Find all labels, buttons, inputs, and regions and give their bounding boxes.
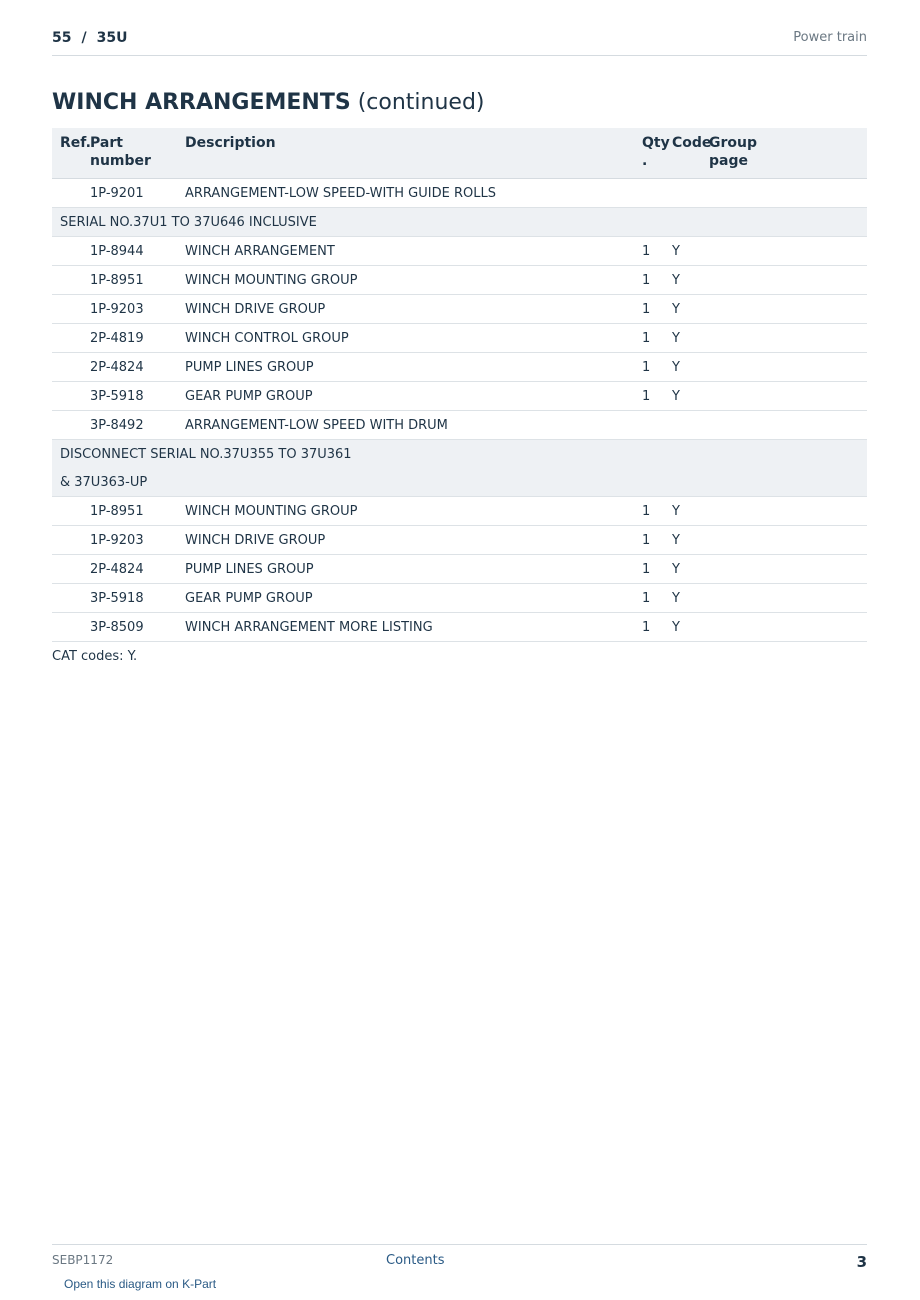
model-label: 35U	[96, 30, 128, 46]
table-row	[52, 497, 867, 526]
description-cell: WINCH ARRANGEMENT MORE LISTING	[177, 613, 634, 642]
table-row	[52, 526, 867, 555]
ref-cell	[52, 266, 82, 295]
group-page-cell	[701, 266, 867, 295]
part-number-cell: 3P-8492	[82, 411, 177, 440]
part-number-cell: 3P-5918	[82, 584, 177, 613]
table-header-row	[52, 128, 867, 179]
page-number-label: 55	[52, 30, 72, 46]
part-number-cell: 2P-4824	[82, 555, 177, 584]
group-page-cell	[701, 237, 867, 266]
section-label: Power train	[793, 30, 867, 45]
col-header-part-number: Part number	[82, 128, 177, 179]
serial-note-text: & 37U363-UP	[52, 468, 867, 497]
group-page-cell	[701, 411, 867, 440]
part-number-cell: 1P-8951	[82, 497, 177, 526]
table-row	[52, 555, 867, 584]
group-page-cell	[701, 555, 867, 584]
code-cell: Y	[664, 237, 701, 266]
qty-cell: 1	[634, 497, 664, 526]
description-cell: PUMP LINES GROUP	[177, 555, 634, 584]
qty-cell: 1	[634, 526, 664, 555]
ref-cell	[52, 237, 82, 266]
col-header-group-page: Group page	[701, 128, 867, 179]
code-cell: Y	[664, 382, 701, 411]
code-cell: Y	[664, 613, 701, 642]
qty-cell: 1	[634, 353, 664, 382]
description-cell: ARRANGEMENT-LOW SPEED-WITH GUIDE ROLLS	[177, 179, 634, 208]
page-title-main: WINCH ARRANGEMENTS	[52, 90, 351, 115]
group-page-cell	[701, 353, 867, 382]
ref-cell	[52, 411, 82, 440]
qty-cell: 1	[634, 324, 664, 353]
parts-table-body	[52, 179, 867, 642]
col-header-code: Code	[664, 128, 701, 179]
serial-note-text: SERIAL NO.37U1 TO 37U646 INCLUSIVE	[52, 208, 867, 237]
table-row	[52, 411, 867, 440]
table-row	[52, 266, 867, 295]
part-number-cell: 1P-9203	[82, 295, 177, 324]
ref-cell	[52, 526, 82, 555]
code-cell: Y	[664, 324, 701, 353]
group-page-cell	[701, 584, 867, 613]
table-row	[52, 613, 867, 642]
code-cell: Y	[664, 555, 701, 584]
qty-cell: 1	[634, 584, 664, 613]
table-row	[52, 382, 867, 411]
code-cell: Y	[664, 584, 701, 613]
code-cell	[664, 411, 701, 440]
qty-cell: 1	[634, 382, 664, 411]
qty-cell: 1	[634, 237, 664, 266]
ref-cell	[52, 295, 82, 324]
qty-cell	[634, 179, 664, 208]
group-page-cell	[701, 497, 867, 526]
description-cell: ARRANGEMENT-LOW SPEED WITH DRUM	[177, 411, 634, 440]
table-row	[52, 237, 867, 266]
description-cell: WINCH MOUNTING GROUP	[177, 266, 634, 295]
page-header	[52, 28, 867, 56]
col-header-qty: Qty .	[634, 128, 664, 179]
cat-codes-note: CAT codes: Y.	[52, 649, 138, 664]
group-page-cell	[701, 382, 867, 411]
part-number-cell: 2P-4819	[82, 324, 177, 353]
qty-cell	[634, 411, 664, 440]
serial-note-text: DISCONNECT SERIAL NO.37U355 TO 37U361	[52, 440, 867, 469]
part-number-cell: 1P-9203	[82, 526, 177, 555]
description-cell: WINCH ARRANGEMENT	[177, 237, 634, 266]
code-cell: Y	[664, 266, 701, 295]
qty-cell: 1	[634, 613, 664, 642]
description-cell: WINCH DRIVE GROUP	[177, 295, 634, 324]
part-number-cell: 3P-5918	[82, 382, 177, 411]
group-page-cell	[701, 179, 867, 208]
code-cell: Y	[664, 526, 701, 555]
serial-note-row	[52, 468, 867, 497]
page-title-suffix: (continued)	[357, 90, 485, 115]
group-page-cell	[701, 324, 867, 353]
ref-cell	[52, 324, 82, 353]
table-row	[52, 179, 867, 208]
code-cell: Y	[664, 295, 701, 324]
part-number-cell: 2P-4824	[82, 353, 177, 382]
part-number-cell: 1P-8951	[82, 266, 177, 295]
page-title	[52, 90, 485, 115]
part-number-cell: 1P-9201	[82, 179, 177, 208]
description-cell: PUMP LINES GROUP	[177, 353, 634, 382]
ref-cell	[52, 497, 82, 526]
kpart-link[interactable]: Open this diagram on K-Part	[64, 1277, 217, 1291]
ref-cell	[52, 382, 82, 411]
qty-cell: 1	[634, 555, 664, 584]
group-page-cell	[701, 613, 867, 642]
ref-cell	[52, 353, 82, 382]
footer-page-number: 3	[856, 1253, 867, 1271]
ref-cell	[52, 179, 82, 208]
contents-link[interactable]: Contents	[386, 1253, 445, 1268]
group-page-cell	[701, 295, 867, 324]
document-id: SEBP1172	[52, 1253, 114, 1267]
breadcrumb: 55 / 35U	[52, 30, 128, 46]
qty-cell: 1	[634, 295, 664, 324]
description-cell: WINCH DRIVE GROUP	[177, 526, 634, 555]
ref-cell	[52, 555, 82, 584]
col-header-ref: Ref.	[52, 128, 82, 179]
group-page-cell	[701, 526, 867, 555]
description-cell: GEAR PUMP GROUP	[177, 382, 634, 411]
part-number-cell: 1P-8944	[82, 237, 177, 266]
code-cell: Y	[664, 353, 701, 382]
serial-note-row	[52, 208, 867, 237]
parts-table	[52, 128, 867, 642]
table-row	[52, 324, 867, 353]
table-row	[52, 353, 867, 382]
part-number-cell: 3P-8509	[82, 613, 177, 642]
description-cell: WINCH CONTROL GROUP	[177, 324, 634, 353]
ref-cell	[52, 613, 82, 642]
description-cell: WINCH MOUNTING GROUP	[177, 497, 634, 526]
code-cell: Y	[664, 497, 701, 526]
ref-cell	[52, 584, 82, 613]
description-cell: GEAR PUMP GROUP	[177, 584, 634, 613]
page-footer	[52, 1244, 867, 1295]
qty-cell: 1	[634, 266, 664, 295]
code-cell	[664, 179, 701, 208]
serial-note-row	[52, 440, 867, 469]
table-row	[52, 584, 867, 613]
table-row	[52, 295, 867, 324]
col-header-description: Description	[177, 128, 634, 179]
